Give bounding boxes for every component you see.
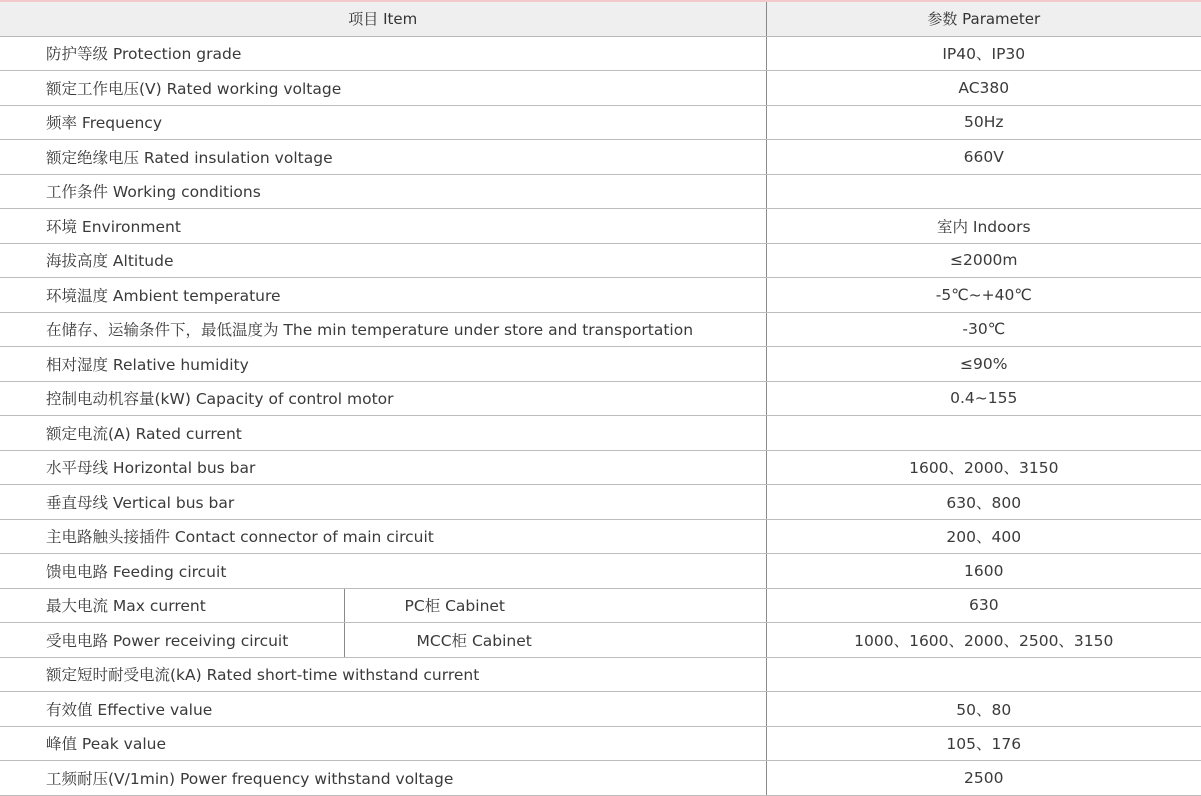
- table-row: [0, 209, 1201, 244]
- row-value: [766, 416, 1201, 451]
- row-value: IP40、IP30: [766, 36, 1201, 71]
- row-value: -30℃: [766, 312, 1201, 347]
- header-item: 项目 Item: [0, 2, 766, 36]
- row-value: 室内 Indoors: [766, 209, 1201, 244]
- row-value: 0.4~155: [766, 381, 1201, 416]
- row-item: 工频耐压(V/1min) Power frequency withstand voltage: [0, 761, 766, 796]
- row-value: ≤90%: [766, 347, 1201, 382]
- row-value: 105、176: [766, 726, 1201, 761]
- table-row: [0, 485, 1201, 520]
- row-item: 相对湿度 Relative humidity: [0, 347, 766, 382]
- row-item: 海拔高度 Altitude: [0, 243, 766, 278]
- row-value: 50、80: [766, 692, 1201, 727]
- table-row: [0, 278, 1201, 313]
- row-value: 200、400: [766, 519, 1201, 554]
- row-item: 防护等级 Protection grade: [0, 36, 766, 71]
- row-value: 50Hz: [766, 105, 1201, 140]
- row-item: 控制电动机容量(kW) Capacity of control motor: [0, 381, 766, 416]
- table-row: [0, 105, 1201, 140]
- row-item: 最大电流 Max current: [0, 588, 344, 623]
- table-header-row: [0, 2, 1201, 36]
- row-value: [766, 657, 1201, 692]
- table-row: [0, 381, 1201, 416]
- row-subitem: MCC柜 Cabinet: [344, 623, 766, 658]
- row-item: 环境温度 Ambient temperature: [0, 278, 766, 313]
- table-row: [0, 174, 1201, 209]
- table-row: [0, 450, 1201, 485]
- row-value: 1000、1600、2000、2500、3150: [766, 623, 1201, 658]
- row-item: 环境 Environment: [0, 209, 766, 244]
- row-value: 1600: [766, 554, 1201, 589]
- row-item: 水平母线 Horizontal bus bar: [0, 450, 766, 485]
- row-item: 受电电路 Power receiving circuit: [0, 623, 344, 658]
- table-row: [0, 519, 1201, 554]
- row-item: 额定工作电压(V) Rated working voltage: [0, 71, 766, 106]
- row-value: 630: [766, 588, 1201, 623]
- table-row: [0, 692, 1201, 727]
- table-row: [0, 140, 1201, 175]
- table-row: [0, 588, 1201, 623]
- row-item: 额定短时耐受电流(kA) Rated short-time withstand current: [0, 657, 766, 692]
- table-row: [0, 312, 1201, 347]
- row-item: 额定绝缘电压 Rated insulation voltage: [0, 140, 766, 175]
- table-row: [0, 657, 1201, 692]
- row-value: 660V: [766, 140, 1201, 175]
- row-value: AC380: [766, 71, 1201, 106]
- row-value: 2500: [766, 761, 1201, 796]
- row-item: 有效值 Effective value: [0, 692, 766, 727]
- table-row: [0, 243, 1201, 278]
- row-value: -5℃~+40℃: [766, 278, 1201, 313]
- row-item: 垂直母线 Vertical bus bar: [0, 485, 766, 520]
- table-row: [0, 416, 1201, 451]
- row-item: 在储存、运输条件下，最低温度为 The min temperature under store and transportation: [0, 312, 766, 347]
- row-item: 峰值 Peak value: [0, 726, 766, 761]
- table-row: [0, 726, 1201, 761]
- row-item: 馈电电路 Feeding circuit: [0, 554, 766, 589]
- table-row: [0, 347, 1201, 382]
- header-parameter: 参数 Parameter: [766, 2, 1201, 36]
- row-value: [766, 174, 1201, 209]
- table-row: [0, 761, 1201, 796]
- row-subitem: PC柜 Cabinet: [344, 588, 766, 623]
- row-item: 工作条件 Working conditions: [0, 174, 766, 209]
- table-row: [0, 623, 1201, 658]
- row-value: ≤2000m: [766, 243, 1201, 278]
- row-item: 频率 Frequency: [0, 105, 766, 140]
- table-row: [0, 36, 1201, 71]
- row-value: 630、800: [766, 485, 1201, 520]
- row-value: 1600、2000、3150: [766, 450, 1201, 485]
- row-item: 主电路触头接插件 Contact connector of main circuit: [0, 519, 766, 554]
- table-row: [0, 554, 1201, 589]
- row-item: 额定电流(A) Rated current: [0, 416, 766, 451]
- spec-table: [0, 2, 1201, 796]
- table-row: [0, 71, 1201, 106]
